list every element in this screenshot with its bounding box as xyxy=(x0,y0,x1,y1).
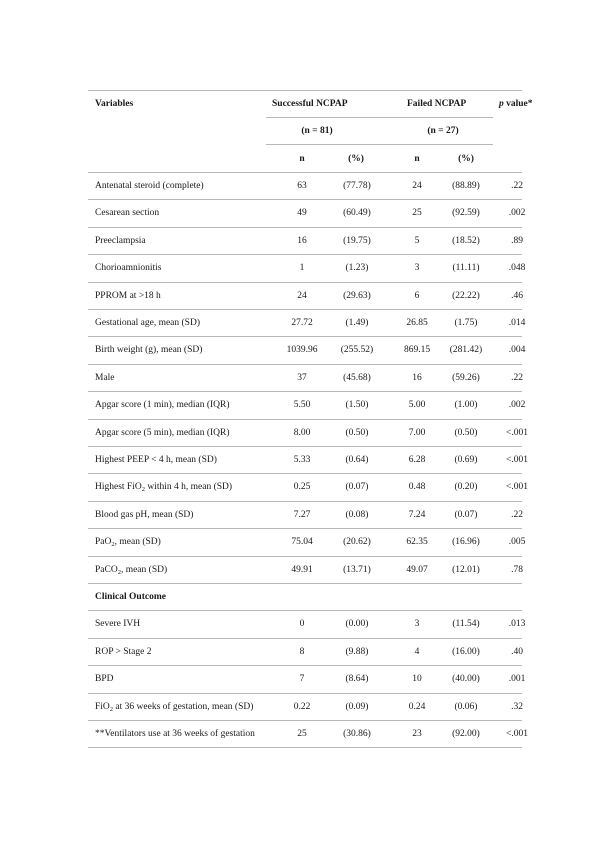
header-successful-n: (n = 81) xyxy=(301,126,333,136)
successful-n-cell: 49.91 xyxy=(291,564,313,575)
row-rule xyxy=(88,336,522,337)
successful-n-cell: 49 xyxy=(297,208,307,219)
failed-n-cell: 24 xyxy=(412,181,422,191)
failed-pct-cell: (16.00) xyxy=(452,646,480,657)
row-label: Birth weight (g), mean (SD) xyxy=(95,345,203,356)
row-label-text: , mean (SD) xyxy=(114,537,161,548)
row-label xyxy=(95,701,253,713)
p-value-cell: <.001 xyxy=(506,729,528,739)
p-value-cell: <.001 xyxy=(506,482,528,493)
section-rule xyxy=(88,610,522,611)
row-rule xyxy=(88,720,522,721)
row-label-subscript: 2 xyxy=(117,568,121,576)
header-pvalue-italic: p xyxy=(499,99,504,109)
successful-pct-cell: (1.23) xyxy=(345,263,369,274)
row-rule xyxy=(88,391,522,392)
successful-n-cell: 8.00 xyxy=(293,427,311,438)
row-label: PPROM at >18 h xyxy=(95,290,161,301)
header-failed-n-label: n xyxy=(414,154,420,164)
p-value-cell: .013 xyxy=(508,619,526,630)
successful-n-cell: 0 xyxy=(299,619,305,630)
successful-n-cell: 7.27 xyxy=(293,509,311,520)
p-value-cell: .46 xyxy=(511,290,523,301)
p-value-cell: <.001 xyxy=(506,455,528,465)
failed-pct-cell: (281.42) xyxy=(449,345,483,356)
failed-pct-cell: (11.11) xyxy=(452,263,480,274)
row-rule xyxy=(88,282,522,283)
failed-pct-cell: (11.54) xyxy=(452,619,480,630)
failed-n-cell: 10 xyxy=(412,674,422,685)
failed-pct-cell: (92.00) xyxy=(452,729,480,739)
row-rule xyxy=(88,199,522,200)
row-label-subscript: 2 xyxy=(109,705,114,713)
row-label-text: , mean (SD) xyxy=(120,564,168,575)
successful-pct-cell: (0.07) xyxy=(345,482,369,493)
row-label: Blood gas pH, mean (SD) xyxy=(95,509,194,520)
successful-n-cell: 1039.96 xyxy=(286,345,318,356)
row-rule xyxy=(88,693,522,694)
header-pvalue-rest: value* xyxy=(503,99,533,109)
successful-n-cell: 1 xyxy=(299,263,305,274)
successful-pct-cell: (1.50) xyxy=(345,400,369,411)
failed-pct-cell: (0.20) xyxy=(454,482,478,493)
header-successful-n-label: n xyxy=(299,154,305,164)
row-rule xyxy=(88,528,522,529)
row-label: Highest PEEP < 4 h, mean (SD) xyxy=(95,455,217,465)
successful-n-cell: 16 xyxy=(297,235,307,246)
header-bottom-rule xyxy=(88,172,522,173)
failed-pct-cell: (0.07) xyxy=(454,509,478,520)
p-value-cell: .78 xyxy=(511,564,523,575)
successful-n-cell: 0.25 xyxy=(293,482,311,493)
successful-n-cell: 27.72 xyxy=(291,318,313,328)
failed-pct-cell: (88.89) xyxy=(452,181,480,191)
header-successful: Successful NCPAP xyxy=(272,99,348,109)
header-variables: Variables xyxy=(95,99,134,109)
row-label xyxy=(95,564,167,576)
row-label: Chorioamnionitis xyxy=(95,263,162,274)
p-value-cell: .005 xyxy=(508,537,526,548)
header-pvalue xyxy=(499,98,533,110)
row-rule xyxy=(88,309,522,310)
successful-pct-cell: (29.63) xyxy=(343,290,371,301)
successful-n-cell: 37 xyxy=(297,372,307,383)
successful-pct-cell: (30.86) xyxy=(343,729,371,739)
successful-pct-cell: (0.09) xyxy=(345,701,369,712)
p-value-cell: .014 xyxy=(508,318,526,328)
failed-n-cell: 7.00 xyxy=(408,427,426,438)
successful-pct-cell: (60.49) xyxy=(343,208,371,219)
successful-pct-cell: (0.50) xyxy=(345,427,369,438)
successful-n-cell: 24 xyxy=(297,290,307,301)
successful-n-cell: 7 xyxy=(299,674,305,685)
failed-pct-cell: (59.26) xyxy=(452,372,480,383)
row-label: Male xyxy=(95,372,115,383)
row-rule xyxy=(88,556,522,557)
failed-n-cell: 6.28 xyxy=(408,455,426,465)
row-label-text: PaCO xyxy=(95,564,118,575)
successful-pct-cell: (255.52) xyxy=(340,345,374,356)
successful-n-cell: 5.50 xyxy=(293,400,311,411)
failed-n-cell: 5.00 xyxy=(408,400,426,411)
failed-n-cell: 5 xyxy=(414,235,420,246)
p-value-cell: .32 xyxy=(511,701,523,712)
failed-pct-cell: (40.00) xyxy=(452,674,480,685)
successful-pct-cell: (1.49) xyxy=(345,318,369,328)
failed-n-cell: 4 xyxy=(414,646,420,657)
failed-pct-cell: (92.59) xyxy=(452,208,480,219)
failed-pct-cell: (1.00) xyxy=(454,400,478,411)
p-value-cell: .40 xyxy=(511,646,523,657)
row-rule xyxy=(88,583,522,584)
p-value-cell: .002 xyxy=(508,208,526,219)
row-label-text: Highest FiO xyxy=(95,482,142,493)
failed-n-cell: 16 xyxy=(412,372,422,383)
header-failed-pct-label: (%) xyxy=(458,154,474,164)
failed-pct-cell: (12.01) xyxy=(452,564,480,575)
row-label: Gestational age, mean (SD) xyxy=(95,318,200,328)
failed-pct-cell: (0.69) xyxy=(454,455,478,465)
row-rule xyxy=(88,473,522,474)
row-label-subscript: 2 xyxy=(141,486,145,494)
row-label xyxy=(95,481,232,493)
failed-n-cell: 62.35 xyxy=(406,537,428,548)
row-label: Apgar score (5 min), median (IQR) xyxy=(95,427,230,438)
successful-pct-cell: (45.68) xyxy=(343,372,371,383)
successful-pct-cell: (0.08) xyxy=(345,509,369,520)
failed-pct-cell: (0.50) xyxy=(454,427,478,438)
successful-n-cell: 63 xyxy=(297,181,307,191)
successful-n-cell: 5.33 xyxy=(293,455,311,465)
section-title-clinical-outcome: Clinical Outcome xyxy=(95,592,166,602)
row-rule xyxy=(88,446,522,447)
failed-pct-cell: (0.06) xyxy=(454,701,478,712)
p-value-cell: .002 xyxy=(508,400,526,411)
failed-n-cell: 23 xyxy=(412,729,422,739)
p-value-cell: .89 xyxy=(511,235,523,246)
failed-pct-cell: (1.75) xyxy=(454,318,478,328)
successful-n-cell: 25 xyxy=(297,729,307,739)
row-rule xyxy=(88,501,522,502)
row-label: Cesarean section xyxy=(95,208,160,219)
failed-n-cell: 0.48 xyxy=(408,482,426,493)
row-rule xyxy=(88,227,522,228)
row-rule xyxy=(88,419,522,420)
row-rule xyxy=(88,747,522,748)
p-value-cell: .001 xyxy=(508,674,526,685)
successful-pct-cell: (9.88) xyxy=(345,646,369,657)
failed-n-cell: 26.85 xyxy=(406,318,428,328)
successful-n-cell: 0.22 xyxy=(293,701,311,712)
row-label-subscript: 2 xyxy=(111,541,115,549)
failed-n-cell: 6 xyxy=(414,290,420,301)
failed-pct-cell: (16.96) xyxy=(452,537,480,548)
row-label: Antenatal steroid (complete) xyxy=(95,181,204,191)
successful-pct-cell: (19.75) xyxy=(343,235,371,246)
row-rule xyxy=(88,254,522,255)
row-label-text: PaO xyxy=(95,537,112,548)
table-top-rule xyxy=(88,90,522,91)
failed-n-cell: 49.07 xyxy=(406,564,428,575)
row-label: Preeclampsia xyxy=(95,235,146,246)
row-label xyxy=(95,536,161,548)
header-rule-1 xyxy=(266,117,493,118)
header-rule-2 xyxy=(266,144,493,145)
p-value-cell: .004 xyxy=(508,345,526,356)
successful-n-cell: 8 xyxy=(299,646,305,657)
p-value-cell: .22 xyxy=(511,181,523,191)
row-label: Apgar score (1 min), median (IQR) xyxy=(95,400,230,411)
failed-n-cell: 0.24 xyxy=(408,701,426,712)
p-value-cell: <.001 xyxy=(506,427,528,438)
row-rule xyxy=(88,638,522,639)
failed-pct-cell: (18.52) xyxy=(452,235,480,246)
row-label-text: within 4 h, mean (SD) xyxy=(144,482,233,493)
successful-pct-cell: (13.71) xyxy=(343,564,371,575)
row-label: BPD xyxy=(95,674,114,685)
row-label-text: at 36 weeks of gestation, mean (SD) xyxy=(113,701,254,712)
failed-pct-cell: (22.22) xyxy=(452,290,480,301)
successful-pct-cell: (20.62) xyxy=(343,537,371,548)
row-label: ROP > Stage 2 xyxy=(95,646,152,657)
header-failed: Failed NCPAP xyxy=(407,99,467,109)
failed-n-cell: 25 xyxy=(412,208,422,219)
header-successful-pct-label: (%) xyxy=(348,154,364,164)
header-failed-n: (n = 27) xyxy=(427,126,459,136)
successful-pct-cell: (0.00) xyxy=(345,619,369,630)
row-rule xyxy=(88,364,522,365)
failed-n-cell: 3 xyxy=(414,263,420,274)
p-value-cell: .22 xyxy=(511,372,523,383)
successful-pct-cell: (8.64) xyxy=(345,674,369,685)
row-label-text: FiO xyxy=(95,701,110,712)
successful-pct-cell: (0.64) xyxy=(345,455,369,465)
failed-n-cell: 3 xyxy=(414,619,420,630)
row-label: Severe IVH xyxy=(95,619,141,630)
failed-n-cell: 7.24 xyxy=(408,509,426,520)
row-rule xyxy=(88,665,522,666)
row-label: **Ventilators use at 36 weeks of gestation xyxy=(95,729,255,739)
p-value-cell: .048 xyxy=(508,263,526,274)
successful-n-cell: 75.04 xyxy=(291,537,313,548)
p-value-cell: .22 xyxy=(511,509,523,520)
successful-pct-cell: (77.78) xyxy=(343,181,371,191)
failed-n-cell: 869.15 xyxy=(403,345,431,356)
